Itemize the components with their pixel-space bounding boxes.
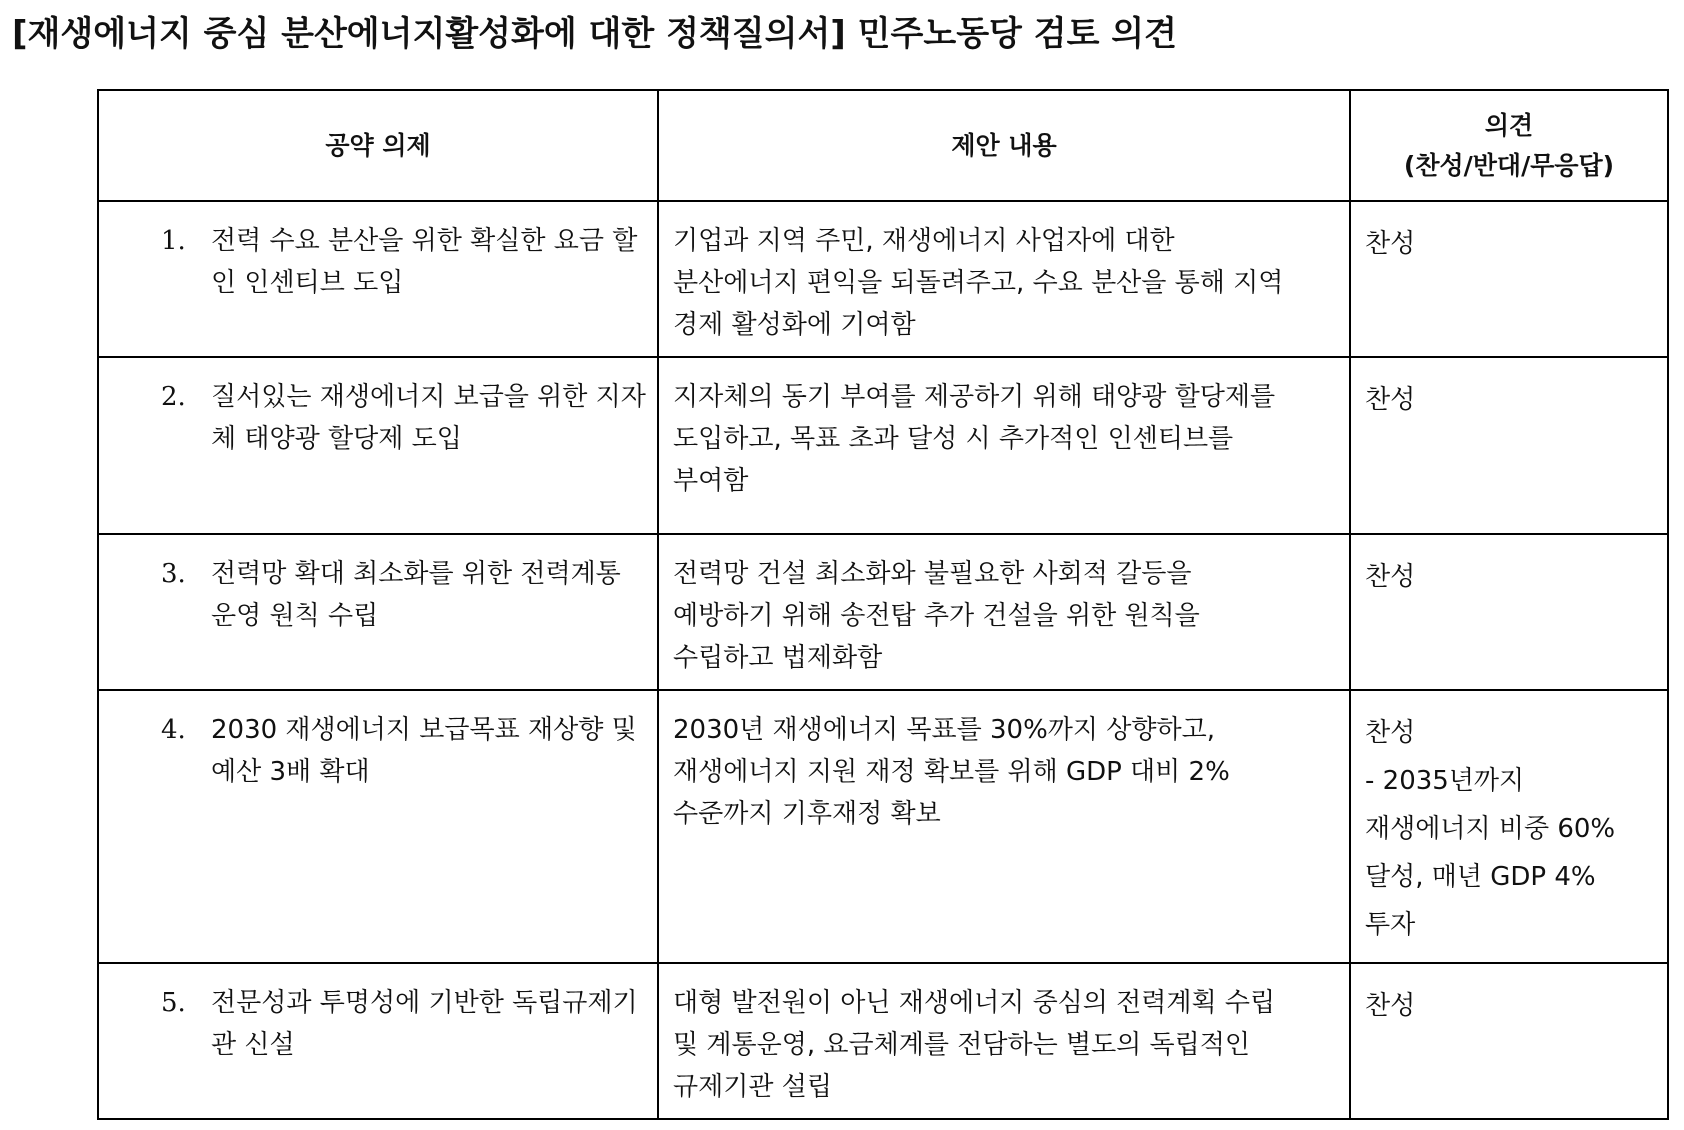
table-header-row — [98, 90, 1668, 201]
agenda-number: 5. — [161, 988, 186, 1018]
proposal-content-line: 지자체의 동기 부여를 제공하기 위해 태양광 할당제를 — [673, 382, 1276, 412]
opinion-value: 찬성 — [1365, 229, 1416, 259]
opinion-cell — [1350, 357, 1668, 534]
agenda-cell-content — [99, 202, 657, 314]
table-row — [98, 357, 1668, 534]
agenda-text: 질서있는 재생에너지 보급을 위한 지자체 태양광 할당제 도입 — [211, 382, 646, 454]
proposal-content-line: 및 계통운영, 요금체계를 전담하는 별도의 독립적인 — [673, 1030, 1251, 1060]
opinion-note-line: 투자 — [1365, 910, 1416, 940]
table-row — [98, 690, 1668, 963]
opinion-note-line: 재생에너지 비중 60% — [1365, 814, 1616, 844]
opinion-value: 찬성 — [1365, 718, 1416, 748]
opinion-value: 찬성 — [1365, 562, 1416, 592]
agenda-cell — [98, 534, 658, 690]
table-row — [98, 963, 1668, 1119]
proposal-content-line: 예방하기 위해 송전탑 추가 건설을 위한 원칙을 — [673, 601, 1200, 631]
header-content: 제안 내용 — [658, 90, 1350, 201]
proposal-content-line: 재생에너지 지원 재정 확보를 위해 GDP 대비 2% — [673, 757, 1230, 787]
agenda-cell — [98, 201, 658, 357]
proposal-content-line: 2030년 재생에너지 목표를 30%까지 상향하고, — [673, 715, 1216, 745]
proposal-content-cell — [658, 690, 1350, 963]
proposal-content-line: 분산에너지 편익을 되돌려주고, 수요 분산을 통해 지역 — [673, 268, 1284, 298]
policy-table-container — [97, 89, 1667, 1120]
proposal-content-line: 전력망 건설 최소화와 불필요한 사회적 갈등을 — [673, 559, 1192, 589]
opinion-value: 찬성 — [1365, 385, 1416, 415]
agenda-text: 전문성과 투명성에 기반한 독립규제기관 신설 — [211, 988, 638, 1060]
agenda-text: 2030 재생에너지 보급목표 재상향 및 예산 3배 확대 — [211, 715, 637, 787]
agenda-cell-content — [99, 535, 657, 647]
opinion-cell — [1350, 690, 1668, 963]
agenda-cell — [98, 357, 658, 534]
proposal-content-line: 수준까지 기후재정 확보 — [673, 799, 941, 829]
header-opinion — [1350, 90, 1668, 201]
proposal-content-line: 기업과 지역 주민, 재생에너지 사업자에 대한 — [673, 226, 1175, 256]
proposal-content-line: 경제 활성화에 기여함 — [673, 310, 916, 340]
proposal-content-line: 대형 발전원이 아닌 재생에너지 중심의 전력계획 수립 — [673, 988, 1276, 1018]
proposal-content-line: 규제기관 설립 — [673, 1072, 832, 1102]
opinion-cell — [1350, 963, 1668, 1119]
proposal-content-cell — [658, 963, 1350, 1119]
agenda-number: 1. — [161, 226, 186, 256]
proposal-content-cell — [658, 534, 1350, 690]
header-agenda: 공약 의제 — [98, 90, 658, 201]
opinion-cell — [1350, 201, 1668, 357]
agenda-cell-content — [99, 964, 657, 1076]
proposal-content-cell — [658, 201, 1350, 357]
opinion-cell — [1350, 534, 1668, 690]
agenda-cell-content — [99, 358, 657, 470]
agenda-number: 2. — [161, 382, 186, 412]
proposal-content-line: 도입하고, 목표 초과 달성 시 추가적인 인센티브를 — [673, 424, 1234, 454]
opinion-note-line: 달성, 매년 GDP 4% — [1365, 862, 1596, 892]
agenda-text: 전력 수요 분산을 위한 확실한 요금 할인 인센티브 도입 — [211, 226, 638, 298]
policy-opinion-table — [97, 89, 1669, 1120]
agenda-text: 전력망 확대 최소화를 위한 전력계통 운영 원칙 수립 — [211, 559, 621, 631]
agenda-number: 4. — [161, 715, 186, 745]
document-title: [재생에너지 중심 분산에너지활성화에 대한 정책질의서] 민주노동당 검토 의견 — [12, 14, 1177, 54]
header-opinion-options: (찬성/반대/무응답) — [1403, 150, 1615, 180]
agenda-cell-content — [99, 691, 657, 803]
opinion-note-line: - 2035년까지 — [1365, 766, 1525, 796]
agenda-number: 3. — [161, 559, 186, 589]
proposal-content-cell — [658, 357, 1350, 534]
table-row — [98, 534, 1668, 690]
opinion-value: 찬성 — [1365, 991, 1416, 1021]
header-opinion-label: 의견 — [1484, 110, 1534, 140]
agenda-cell — [98, 963, 658, 1119]
proposal-content-line: 수립하고 법제화함 — [673, 643, 883, 673]
table-row — [98, 201, 1668, 357]
proposal-content-line: 부여함 — [673, 466, 749, 496]
agenda-cell — [98, 690, 658, 963]
